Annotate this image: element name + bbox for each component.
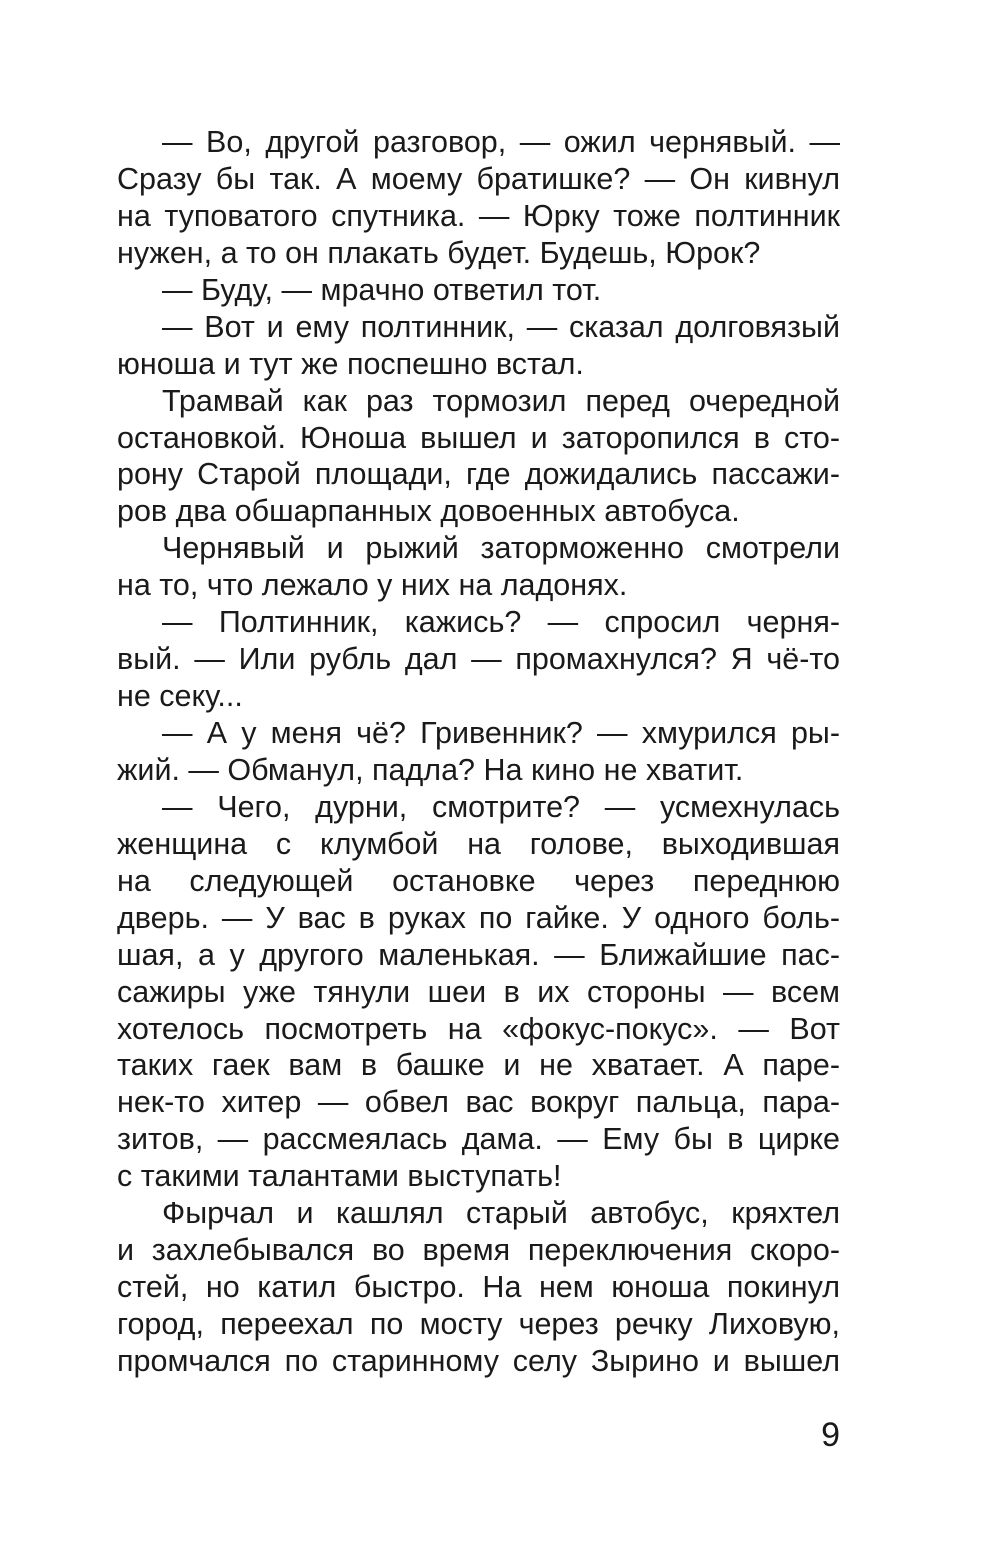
text-line: Чернявый и рыжий заторможенно смотрели	[162, 531, 840, 566]
text-line: нужен, а то он плакать будет. Будешь, Юрок?	[117, 235, 761, 270]
text-line: шая, а у другого маленькая. — Ближайшие пас-	[117, 937, 840, 972]
text-line: с такими талантами выступать!	[117, 1159, 562, 1194]
text-line: хотелось посмотреть на «фокус-покус». — Вот	[117, 1011, 840, 1046]
text-line: остановкой. Юноша вышел и заторопился в сто-	[117, 420, 840, 455]
text-line: юноша и тут же поспешно встал.	[117, 346, 584, 381]
text-line: — Чего, дурни, смотрите? — усмехнулась	[162, 789, 840, 824]
text-line: — Буду, — мрачно ответил тот.	[162, 272, 602, 307]
text-line: и захлебывался во время переключения скоро-	[117, 1233, 840, 1268]
text-line: не секу...	[117, 679, 243, 714]
text-line: зитов, — рассмеялась дама. — Ему бы в цирке	[117, 1122, 840, 1157]
text-line: таких гаек вам в башке и не хватает. А паре-	[117, 1048, 840, 1083]
text-line: ров два обшарпанных довоенных автобуса.	[117, 494, 740, 529]
text-line: на то, что лежало у них на ладонях.	[117, 568, 628, 603]
text-line: жий. — Обманул, падла? На кино не хватит.	[117, 752, 744, 787]
text-line: рону Старой площади, где дожидались пассажи-	[117, 457, 840, 492]
text-line: — А у меня чё? Гривенник? — хмурился ры-	[162, 716, 840, 750]
text-line: — Вот и ему полтинник, — сказал долговязый	[162, 309, 840, 344]
text-line: дверь. — У вас в руках по гайке. У одного боль-	[117, 900, 840, 935]
text-line: на следующей остановке через переднюю	[117, 863, 840, 898]
text-line: — Полтинник, кажись? — спросил черня-	[162, 605, 840, 640]
text-line: Сразу бы так. А моему братишке? — Он кивнул	[117, 161, 840, 196]
text-line: город, переехал по мосту через речку Лиховую,	[117, 1307, 840, 1341]
text-line: на туповатого спутника. — Юрку тоже полтинник	[117, 198, 840, 233]
text-line: вый. — Или рубль дал — промахнулся? Я чё-то	[117, 642, 840, 677]
text-line: — Во, другой разговор, — ожил чернявый. —	[162, 125, 840, 159]
page-number: 9	[821, 1416, 840, 1454]
text-line: нек-то хитер — обвел вас вокруг пальца, пара-	[117, 1085, 840, 1120]
text-line: Фырчал и кашлял старый автобус, кряхтел	[162, 1196, 840, 1231]
text-line: стей, но катил быстро. На нем юноша покинул	[117, 1270, 840, 1305]
text-line: Трамвай как раз тормозил перед очередной	[162, 383, 840, 418]
text-line: промчался по старинному селу Зырино и вышел	[117, 1343, 840, 1378]
text-line: сажиры уже тянули шеи в их стороны — всем	[117, 974, 840, 1009]
text-line: женщина с клумбой на голове, выходившая	[117, 826, 840, 861]
body-text	[117, 124, 840, 1380]
